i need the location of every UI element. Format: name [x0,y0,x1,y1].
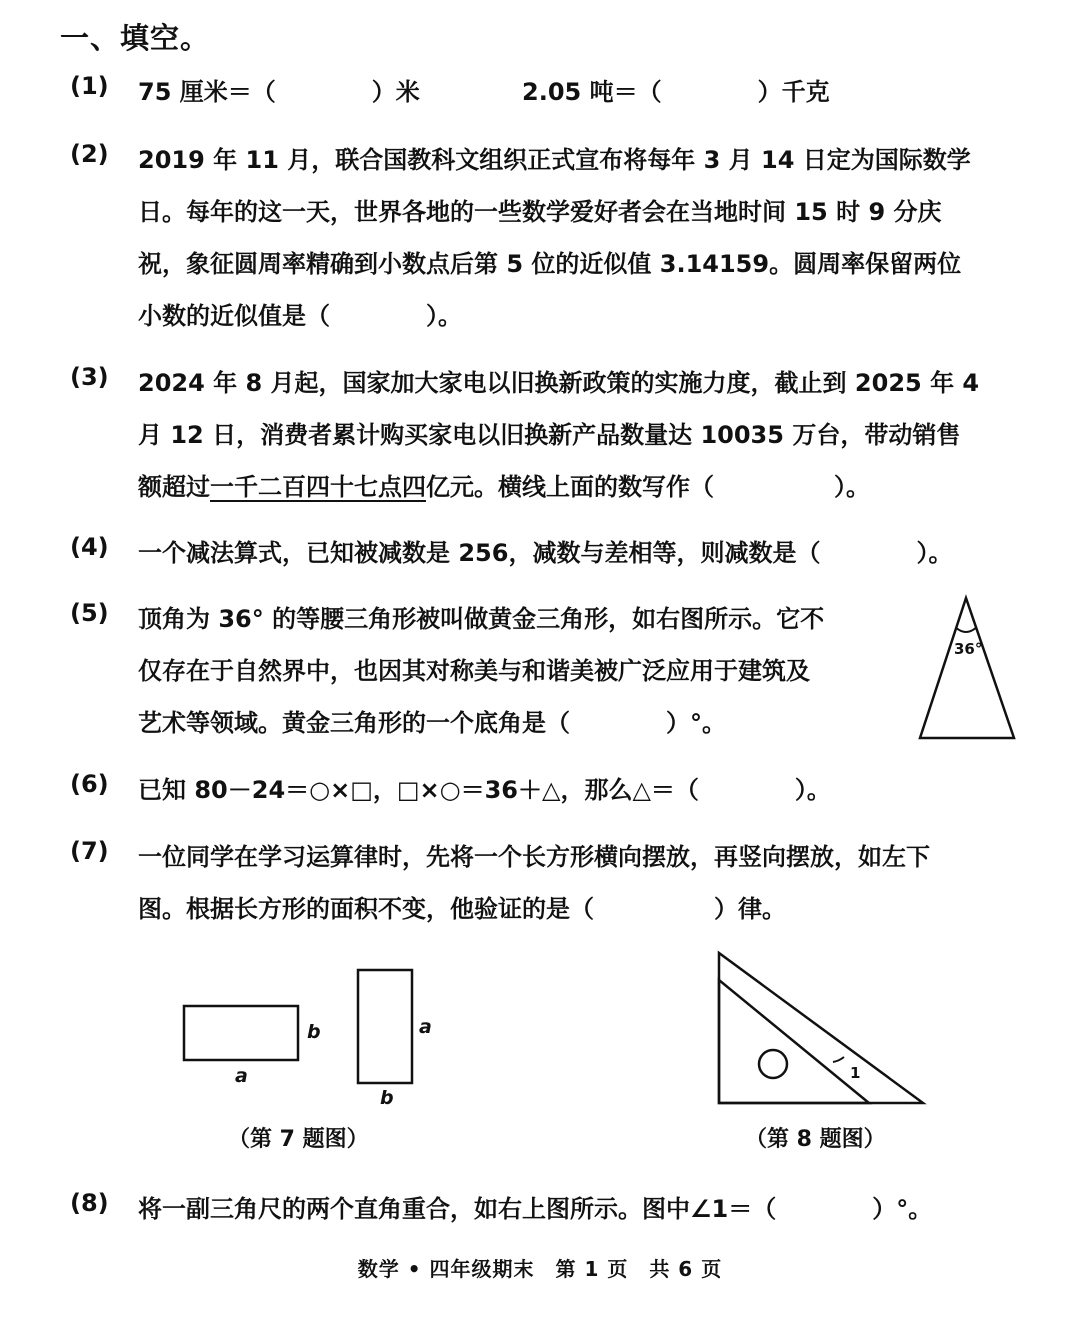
apex-angle-label: 36° [954,640,983,658]
page-footer: 数学 • 四年级期末 第 1 页 共 6 页 [357,1257,723,1281]
ruler-hole-circle [759,1050,787,1078]
triangle-ruler-large [719,953,923,1103]
question-3-number: (3) [70,363,109,391]
question-1-part-a: 75 厘米＝（ ）米 [138,78,420,106]
question-7-figure-caption: （第 7 题图） [228,1127,369,1152]
question-7-number: (7) [70,837,109,865]
question-4-text: 一个减法算式，已知被减数是 256，减数与差相等，则减数是（ ）。 [138,539,953,567]
question-6-number: (6) [70,770,109,798]
question-8-text: 将一副三角尺的两个直角重合，如右上图所示。图中∠1＝（ ）°。 [138,1195,933,1223]
apex-angle-arc [956,628,975,632]
question-7-line-2: 图。根据长方形的面积不变，他验证的是（ ）律。 [138,895,786,923]
section-title: 一、填空。 [60,21,211,55]
golden-triangle-figure [912,590,1024,745]
horizontal-rectangle [184,1006,298,1060]
angle-1-arc [833,1057,844,1062]
question-2-line-4: 小数的近似值是（ ）。 [138,302,462,330]
question-5-line-1: 顶角为 36° 的等腰三角形被叫做黄金三角形，如右图所示。它不 [138,605,825,633]
triangle-ruler-small [719,980,869,1103]
question-5-line-3: 艺术等领域。黄金三角形的一个底角是（ ）°。 [138,709,726,737]
horizontal-rect-label-a: a [235,1065,248,1087]
question-8-figure-caption: （第 8 题图） [745,1127,886,1152]
question-1-number: (1) [70,72,109,100]
question-1-part-b: 2.05 吨＝（ ）千克 [522,78,830,106]
question-3-line-3-lead: 额超过 [138,473,210,501]
golden-triangle [920,598,1014,738]
question-7-figure [170,960,450,1110]
vertical-rect-label-b: b [380,1087,394,1109]
horizontal-rect-label-b: b [307,1021,321,1043]
question-2-number: (2) [70,140,109,168]
question-3-line-3-tail: 亿元。横线上面的数写作（ ）。 [426,473,870,501]
angle-1-label: 1 [850,1064,861,1082]
underlined-number-words: 一千二百四十七点四 [210,473,426,501]
question-3-line-1: 2024 年 8 月起，国家加大家电以旧换新政策的实施力度，截止到 2025 年 4 [138,369,980,397]
question-6-text: 已知 80－24＝○×□，□×○＝36＋△，那么△＝（ ）。 [138,776,831,804]
question-2-line-1: 2019 年 11 月，联合国教科文组织正式宣布将每年 3 月 14 日定为国际数学 [138,146,971,174]
question-5-number: (5) [70,599,109,627]
vertical-rectangle [358,970,412,1083]
question-2-line-3: 祝，象征圆周率精确到小数点后第 5 位的近似值 3.14159。圆周率保留两位 [138,250,962,278]
question-7-line-1: 一位同学在学习运算律时，先将一个长方形横向摆放，再竖向摆放，如左下 [138,843,930,871]
question-3-line-3 [138,467,870,502]
question-4-number: (4) [70,533,109,561]
question-8-number: (8) [70,1189,109,1217]
question-2-line-2: 日。每年的这一天，世界各地的一些数学爱好者会在当地时间 15 时 9 分庆 [138,198,942,226]
question-8-figure [705,945,935,1115]
question-5-line-2: 仅存在于自然界中，也因其对称美与和谐美被广泛应用于建筑及 [138,657,810,685]
vertical-rect-label-a: a [419,1016,432,1038]
question-3-line-2: 月 12 日，消费者累计购买家电以旧换新产品数量达 10035 万台，带动销售 [138,421,961,449]
